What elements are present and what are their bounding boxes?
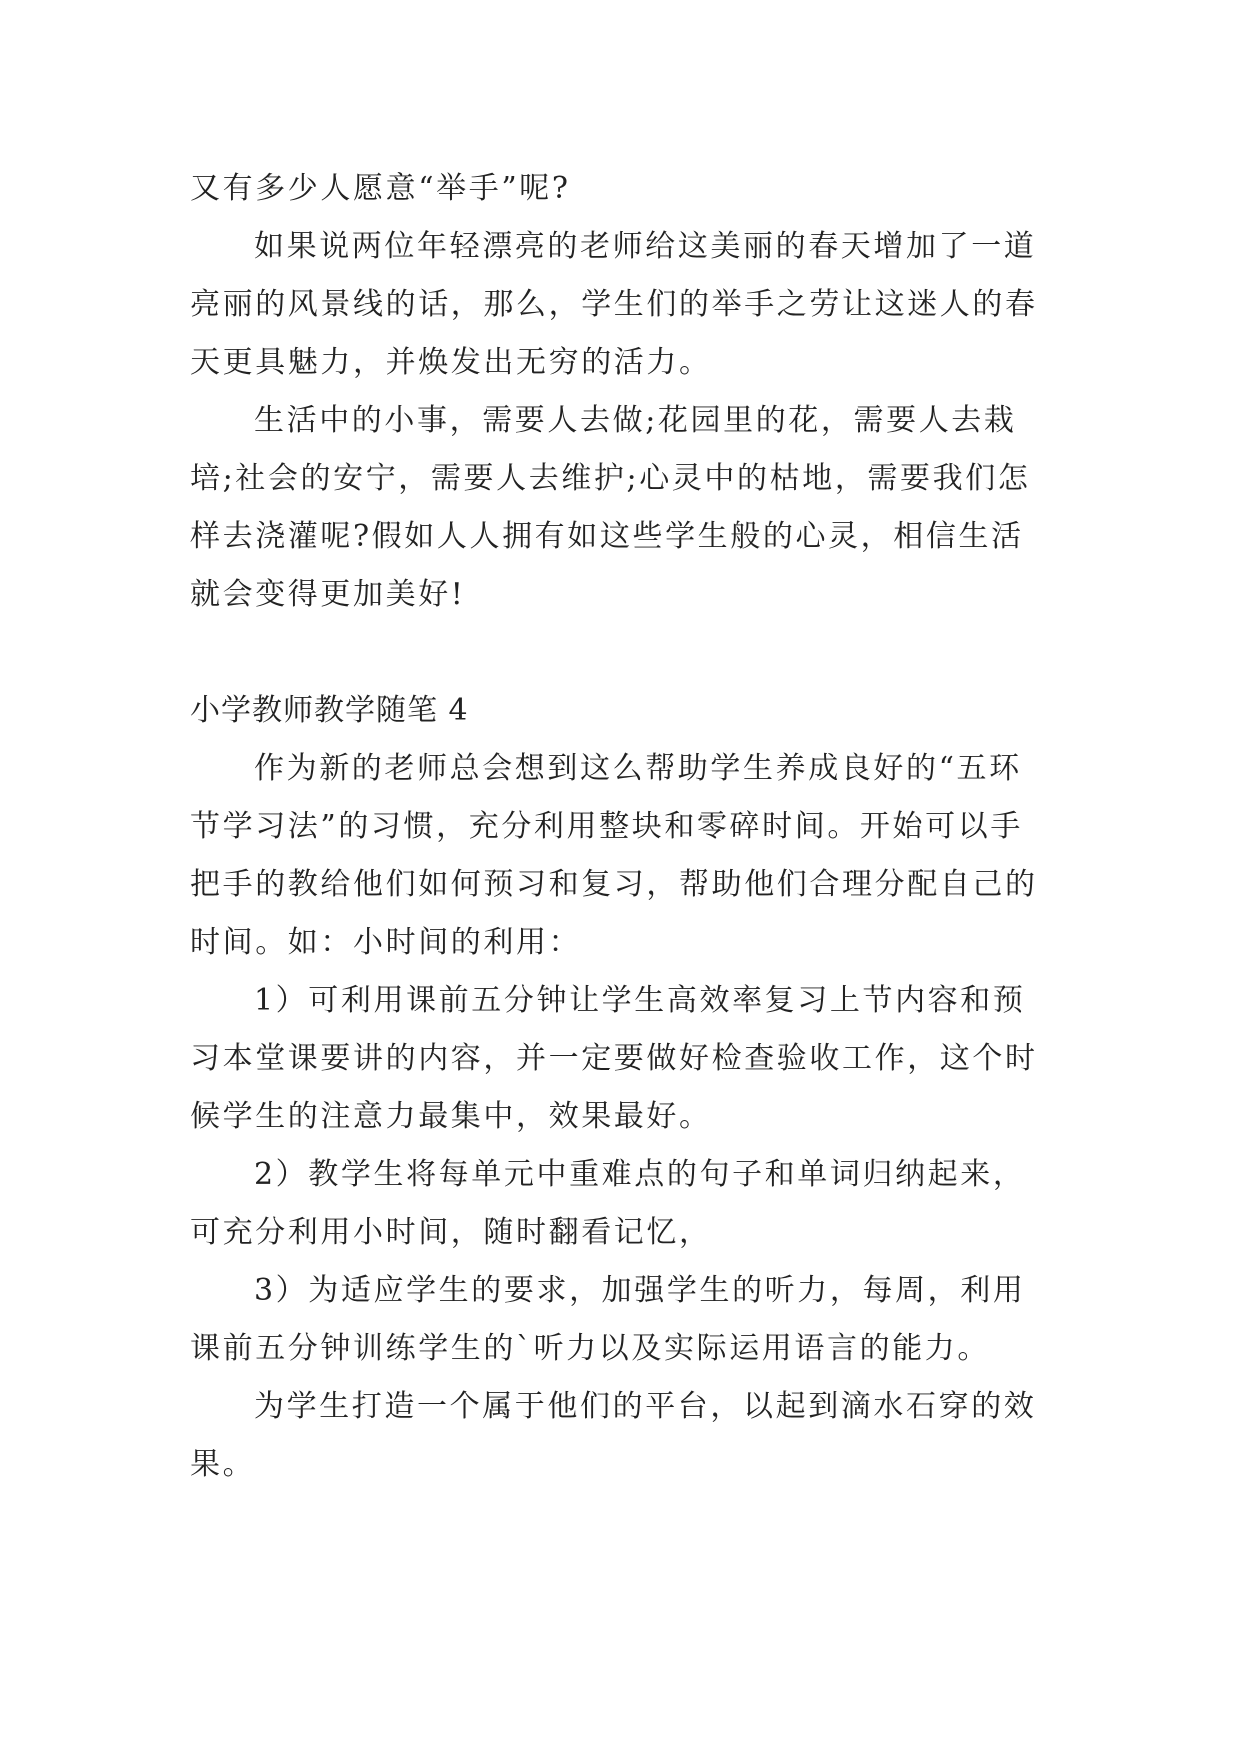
- paragraph: 生活中的小事，需要人去做;花园里的花，需要人去栽培;社会的安宁，需要人去维护;心灵中的枯地，需要我们怎样去浇灌呢?假如人人拥有如这些学生般的心灵，相信生活就会变得更加美好!: [190, 403, 1031, 612]
- document-body: [190, 160, 1052, 1494]
- paragraph: 作为新的老师总会想到这么帮助学生养成良好的“五环节学习法”的习惯，充分利用整块和零碎时间。开始可以手把手的教给他们如何预习和复习，帮助他们合理分配自己的时间。如：小时间的利用：: [190, 751, 1038, 960]
- section-spacer: [190, 624, 1052, 682]
- list-item-2: 2）教学生将每单元中重难点的句子和单词归纳起来，可充分利用小时间，随时翻看记忆，: [190, 1157, 1026, 1250]
- list-item-3: 3）为适应学生的要求，加强学生的听力，每周，利用课前五分钟训练学生的`听力以及实际运用语言的能力。: [190, 1273, 1026, 1366]
- paragraph: 为学生打造一个属于他们的平台，以起到滴水石穿的效果。: [190, 1389, 1037, 1482]
- section-heading: 小学教师教学随笔 4: [190, 693, 469, 728]
- list-item-1: 1）可利用课前五分钟让学生高效率复习上节内容和预习本堂课要讲的内容，并一定要做好检查验收工作，这个时候学生的注意力最集中，效果最好。: [190, 983, 1038, 1134]
- paragraph: 如果说两位年轻漂亮的老师给这美丽的春天增加了一道亮丽的风景线的话，那么，学生们的举手之劳让这迷人的春天更具魅力，并焕发出无穷的活力。: [190, 229, 1038, 380]
- paragraph-continuation: 又有多少人愿意“举手”呢?: [190, 171, 571, 206]
